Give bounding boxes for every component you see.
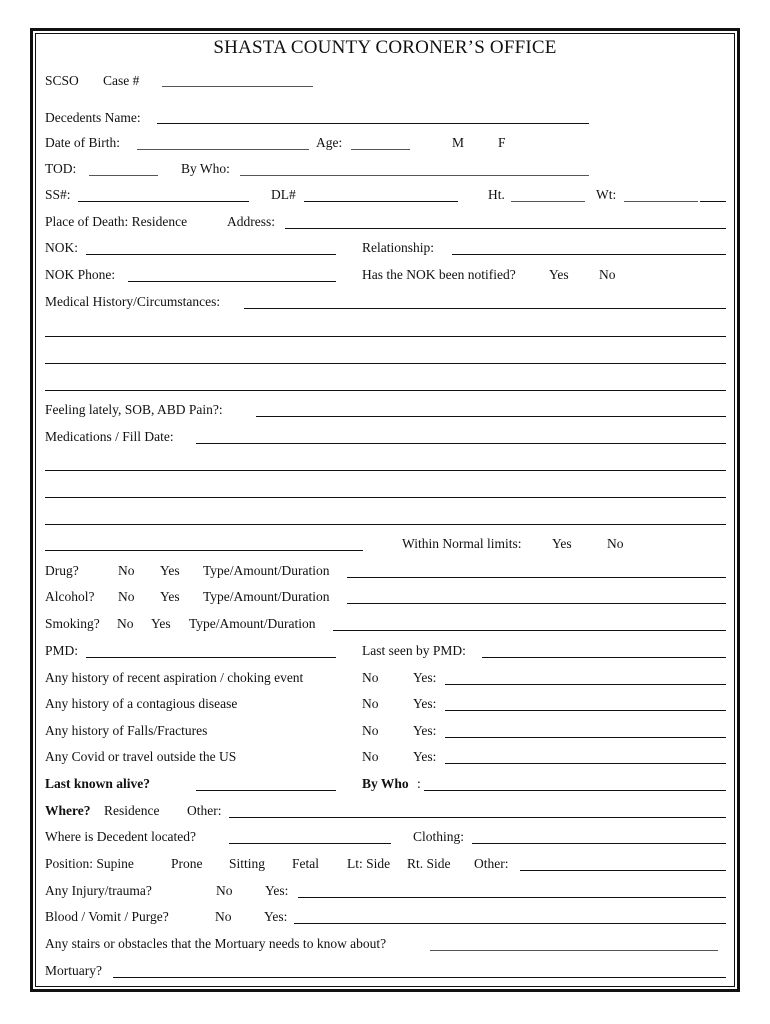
nok-phone-field[interactable] [128,281,336,282]
clothing-label: Clothing: [413,829,465,844]
feeling-field[interactable] [256,416,726,417]
ss-label: SS#: [45,187,71,202]
falls-label: Any history of Falls/Fractures [45,723,208,738]
falls-field[interactable] [445,737,726,738]
where-residence-option[interactable]: Residence [104,803,160,818]
contagious-label: Any history of a contagious disease [45,696,238,711]
medical-history-label: Medical History/Circumstances: [45,294,221,309]
position-rt-side[interactable]: Rt. Side [407,856,451,871]
decedent-name-field[interactable] [157,123,589,124]
blood-label: Blood / Vomit / Purge? [45,909,169,924]
injury-yes[interactable]: Yes: [265,883,289,898]
age-field[interactable] [351,149,410,150]
medications-last-line[interactable] [45,550,363,551]
decedent-located-label: Where is Decedent located? [45,829,197,844]
aspiration-label: Any history of recent aspiration / choking event [45,670,304,685]
where-other-field[interactable] [229,817,726,818]
smoking-label: Smoking? [45,616,100,631]
covid-no[interactable]: No [362,749,379,764]
contagious-no[interactable]: No [362,696,379,711]
mortuary-field[interactable] [113,977,726,978]
injury-field[interactable] [298,897,726,898]
pmd-field[interactable] [86,657,336,658]
where-label: Where? [45,803,91,818]
aspiration-no[interactable]: No [362,670,379,685]
nok-label: NOK: [45,240,78,255]
smoking-yes[interactable]: Yes [151,616,171,631]
place-of-death-label: Place of Death: Residence [45,214,188,229]
stairs-field[interactable] [430,950,718,951]
address-field[interactable] [285,228,726,229]
nok-notified-no[interactable]: No [599,267,616,282]
medical-history-field[interactable] [244,308,726,309]
case-label: Case # [103,73,140,88]
drug-label: Drug? [45,563,79,578]
medical-history-line[interactable] [45,363,726,364]
aspiration-yes[interactable]: Yes: [413,670,437,685]
covid-yes[interactable]: Yes: [413,749,437,764]
stairs-label: Any stairs or obstacles that the Mortuary needs to know about? [45,936,387,951]
by-who-bold-label: By Who [362,776,409,791]
blood-field[interactable] [294,923,726,924]
medications-line[interactable] [45,470,726,471]
nok-notified-yes[interactable]: Yes [549,267,569,282]
falls-yes[interactable]: Yes: [413,723,437,738]
scso-label: SCSO [45,73,79,88]
nok-phone-label: NOK Phone: [45,267,116,282]
by-who-field[interactable] [240,175,589,176]
aspiration-field[interactable] [445,684,726,685]
where-other-label: Other: [187,803,222,818]
position-other-label: Other: [474,856,509,871]
dob-field[interactable] [137,149,309,150]
last-seen-pmd-label: Last seen by PMD: [362,643,466,658]
last-seen-pmd-field[interactable] [482,657,726,658]
wt-label: Wt: [596,187,617,202]
clothing-field[interactable] [472,843,726,844]
smoking-field[interactable] [333,630,726,631]
sex-f-option[interactable]: F [498,135,506,150]
tod-field[interactable] [89,175,158,176]
drug-field[interactable] [347,577,726,578]
blood-yes[interactable]: Yes: [264,909,288,924]
medications-field[interactable] [196,443,726,444]
feeling-label: Feeling lately, SOB, ABD Pain?: [45,402,223,417]
sex-m-option[interactable]: M [452,135,465,150]
blood-no[interactable]: No [215,909,232,924]
drug-yes[interactable]: Yes [160,563,180,578]
covid-label: Any Covid or travel outside the US [45,749,237,764]
nok-notified-label: Has the NOK been notified? [362,267,516,282]
decedent-located-field[interactable] [229,843,391,844]
medications-line[interactable] [45,524,726,525]
relationship-field[interactable] [452,254,726,255]
injury-label: Any Injury/trauma? [45,883,152,898]
dl-field[interactable] [304,201,458,202]
contagious-yes[interactable]: Yes: [413,696,437,711]
smoking-type-label: Type/Amount/Duration [189,616,316,631]
relationship-label: Relationship: [362,240,434,255]
alcohol-type-label: Type/Amount/Duration [203,589,330,604]
alcohol-no[interactable]: No [118,589,135,604]
dl-label: DL# [271,187,296,202]
address-label: Address: [227,214,275,229]
pmd-label: PMD: [45,643,79,658]
by-who-label: By Who: [181,161,230,176]
form-title: SHASTA COUNTY CORONER’S OFFICE [213,37,557,58]
last-known-alive-label: Last known alive? [45,776,151,791]
within-normal-label: Within Normal limits: [402,536,522,551]
position-sitting[interactable]: Sitting [229,856,266,871]
nok-field[interactable] [86,254,336,255]
within-normal-yes[interactable]: Yes [552,536,572,551]
wt-field[interactable] [624,201,698,202]
ht-field[interactable] [511,201,585,202]
medications-line[interactable] [45,497,726,498]
by-who-colon: : [417,776,421,791]
covid-field[interactable] [445,763,726,764]
age-label: Age: [316,135,343,150]
contagious-field[interactable] [445,710,726,711]
tod-label: TOD: [45,161,77,176]
ht-label: Ht. [488,187,505,202]
case-field[interactable] [162,86,313,87]
wt-unit-field[interactable] [700,201,726,202]
position-fetal[interactable]: Fetal [292,856,319,871]
mortuary-label: Mortuary? [45,963,102,978]
injury-no[interactable]: No [216,883,233,898]
decedent-name-label: Decedents Name: [45,110,141,125]
medical-history-line[interactable] [45,390,726,391]
position-label: Position: Supine [45,856,134,871]
ss-field[interactable] [78,201,249,202]
smoking-no[interactable]: No [117,616,134,631]
medical-history-line[interactable] [45,336,726,337]
dob-label: Date of Birth: [45,135,120,150]
drug-no[interactable]: No [118,563,135,578]
alcohol-label: Alcohol? [45,589,95,604]
position-other-field[interactable] [520,870,726,871]
alcohol-yes[interactable]: Yes [160,589,180,604]
medications-label: Medications / Fill Date: [45,429,174,444]
drug-type-label: Type/Amount/Duration [203,563,330,578]
position-lt-side[interactable]: Lt: Side [347,856,391,871]
last-known-alive-field[interactable] [196,790,336,791]
alcohol-field[interactable] [347,603,726,604]
within-normal-no[interactable]: No [607,536,624,551]
position-prone[interactable]: Prone [171,856,203,871]
last-known-by-who-field[interactable] [424,790,726,791]
falls-no[interactable]: No [362,723,379,738]
